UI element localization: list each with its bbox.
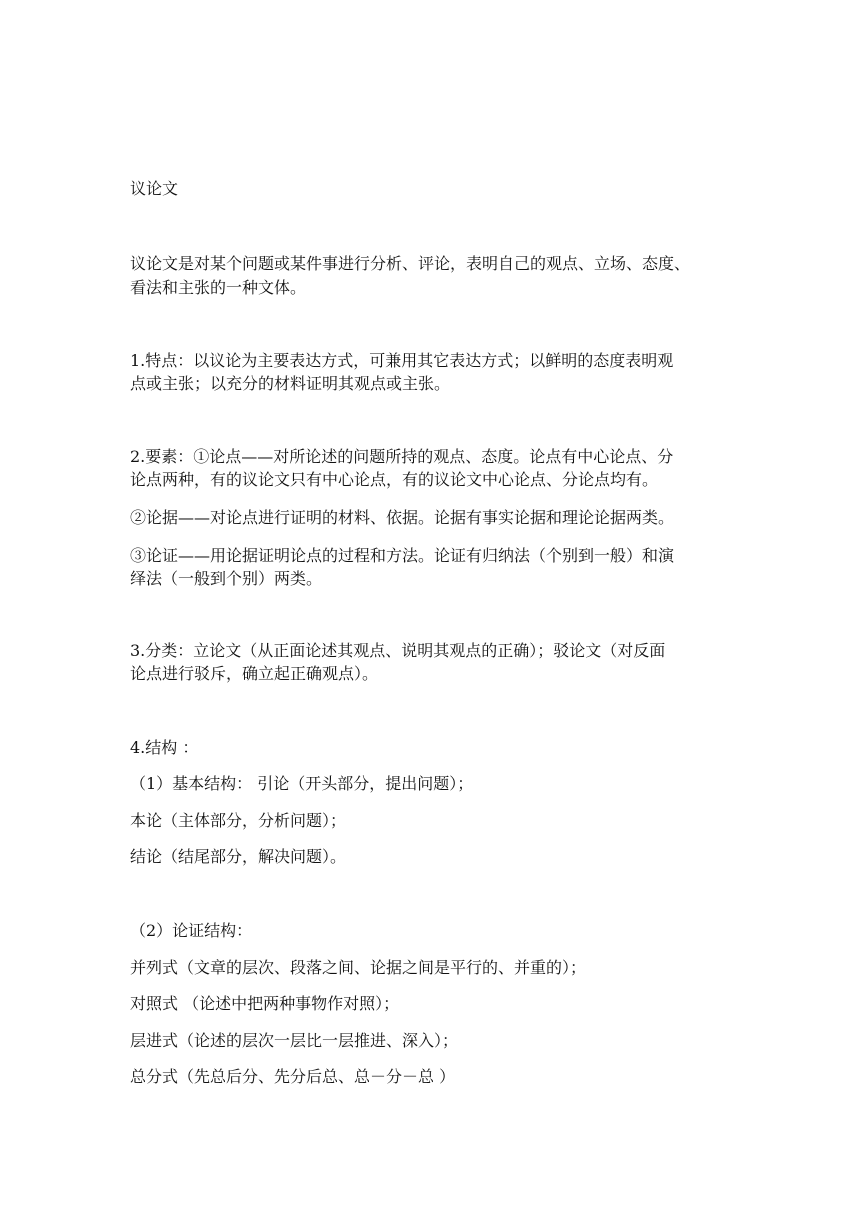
elements-argument-line-1: ③论证——用论据证明论点的过程和方法。论证有归纳法（个别到一般）和演 [130, 546, 675, 565]
features-line-2: 点或主张；以充分的材料证明其观点或主张。 [130, 374, 451, 393]
structure-parallel: 并列式（文章的层次、段落之间、论据之间是平行的、并重的）； [130, 958, 587, 977]
structure-basic-conclusion: 结论（结尾部分，解决问题）。 [130, 847, 347, 866]
document-title: 议论文 [130, 179, 179, 198]
structure-heading: 4.结构 ： [130, 738, 199, 757]
structure-argument-heading: （2）论证结构： [130, 921, 253, 940]
elements-point-line-2: 论点两种，有的议论文只有中心论点，有的议论文中心论点、分论点均有。 [130, 470, 659, 489]
structure-basic-heading: （1）基本结构： 引论（开头部分，提出问题）； [130, 774, 474, 793]
structure-general-specific: 总分式（先总后分、先分后总、总－分－总 ） [130, 1067, 456, 1086]
elements-point-line-1: 2.要素：①论点——对所论述的问题所持的观点、态度。论点有中心论点、分 [130, 447, 674, 466]
elements-argument-line-2: 绎法（一般到个别）两类。 [130, 569, 323, 588]
elements-evidence: ②论据——对论点进行证明的材料、依据。论据有事实论据和理论论据两类。 [130, 508, 675, 527]
classification-line-1: 3.分类：立论文（从正面论述其观点、说明其观点的正确）；驳论文（对反面 [130, 641, 666, 660]
structure-contrast: 对照式 （论述中把两种事物作对照）； [130, 994, 400, 1013]
classification-line-2: 论点进行驳斥，确立起正确观点）。 [130, 664, 379, 683]
definition-line-2: 看法和主张的一种文体。 [130, 278, 307, 297]
structure-basic-body: 本论（主体部分，分析问题）； [130, 811, 347, 830]
features-line-1: 1.特点：以议论为主要表达方式，可兼用其它表达方式；以鲜明的态度表明观 [130, 351, 674, 370]
definition-line-1: 议论文是对某个问题或某件事进行分析、评论，表明自己的观点、立场、态度、 [130, 254, 691, 273]
structure-progressive: 层进式（论述的层次一层比一层推进、深入）； [130, 1031, 459, 1050]
